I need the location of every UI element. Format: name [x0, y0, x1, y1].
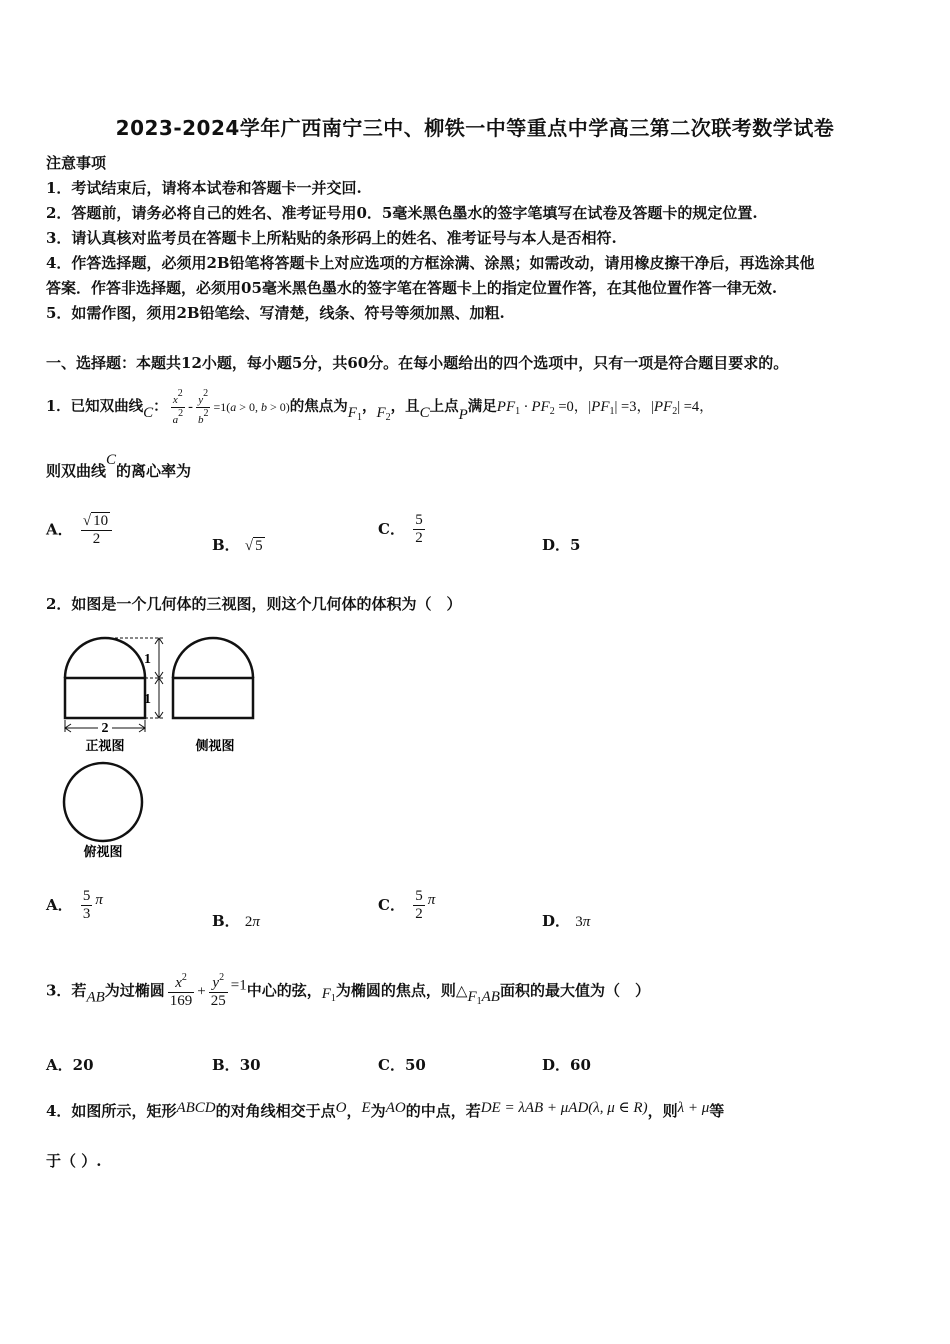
q2-option-b[interactable]: B． 2π [212, 912, 260, 930]
q2-option-d[interactable]: D． 3π [542, 912, 591, 930]
q1-option-d[interactable]: D．5 [542, 536, 581, 554]
q1-option-c[interactable]: C． $\frac{5}{2}$ [378, 512, 423, 547]
side-view-body [173, 678, 253, 718]
q2-option-c[interactable]: C． $\frac{5}{2}$ π [378, 888, 436, 923]
three-view-figure [55, 630, 255, 865]
top-view-label: 俯视图 [83, 845, 123, 860]
top-view-circle [64, 763, 142, 841]
q2-option-a[interactable]: A． $\frac{5}{3}$ π [46, 888, 103, 923]
notice-item: 4．作答选择题，必须用2B铅笔将答题卡上对应选项的方框涂满、涂黑；如需改动，请用橡皮擦干净后，再选涂其他 [46, 254, 815, 272]
q1-option-b[interactable]: B． √ 5 [212, 536, 263, 554]
question-3-stem: 3．若AB为过椭圆 $\frac{x^2}{169}$ + $\frac{y^2}{25}$ =1中心的弦，$F_1$为椭圆的焦点，则$\triangle F_1AB$面积的最大值为（ ） [46, 972, 650, 1010]
question-1-stem-cont: 则双曲线C的离心率为 [46, 452, 192, 480]
q3-option-c[interactable]: C．50 [378, 1056, 426, 1074]
dim-h2: 1 [144, 692, 151, 707]
notice-item: 2．答题前，请务必将自己的姓名、准考证号用0．5毫米黑色墨水的签字笔填写在试卷及答题卡的规定位置. [46, 204, 758, 222]
side-view-dome [173, 638, 253, 678]
q3-option-d[interactable]: D．60 [542, 1056, 591, 1074]
q3-option-b[interactable]: B．30 [212, 1056, 261, 1074]
dim-h1: 1 [144, 652, 151, 667]
dim-w: 2 [101, 721, 109, 736]
q3-option-a[interactable]: A．20 [46, 1056, 94, 1074]
side-view-label: 侧视图 [195, 739, 235, 754]
front-view-body [65, 678, 145, 718]
notice-item: 3．请认真核对监考员在答题卡上所粘贴的条形码上的姓名、准考证号与本人是否相符. [46, 229, 617, 247]
front-view-label: 正视图 [85, 739, 125, 754]
notice-heading: 注意事项 [46, 154, 107, 172]
question-1-stem: 1．已知双曲线C： $\frac{x2}{a2}$ - $\frac{y2}{b2}$ =1(a > 0, b > 0)的焦点为$F_1$，$F_2$，且C上点P满足$PF_1 \cdot PF_2 =0$，$|PF_1| =3$，$|PF_2| =4$， [46, 388, 714, 426]
section-heading: 一、选择题：本题共12小题，每小题5分，共60分。在每小题给出的四个选项中，只有一项是符合题目要求的。 [46, 354, 789, 372]
notice-item: 答案．作答非选择题，必须用05毫米黑色墨水的签字笔在答题卡上的指定位置作答，在其他位置作答一律无效. [46, 279, 778, 297]
question-4-stem-cont: 于（ ）. [46, 1152, 102, 1170]
question-2-stem: 2．如图是一个几何体的三视图，则这个几何体的体积为（ ） [46, 595, 462, 613]
question-4-stem: 4．如图所示，矩形ABCD的对角线相交于点O，E为AO的中点，若DE = λAB + μAD(λ, μ ∈ R)，则λ + μ等 [46, 1100, 725, 1120]
page-title: 2023-2024学年广西南宁三中、柳铁一中等重点中学高三第二次联考数学试卷 [115, 116, 835, 140]
notice-item: 5．如需作图，须用2B铅笔绘、写清楚，线条、符号等须加黑、加粗. [46, 304, 505, 322]
notice-item: 1．考试结束后，请将本试卷和答题卡一并交回. [46, 179, 362, 197]
front-view-dome [65, 638, 145, 678]
q1-option-a[interactable]: A． $\frac{√ 10}{2}$ [46, 512, 115, 549]
